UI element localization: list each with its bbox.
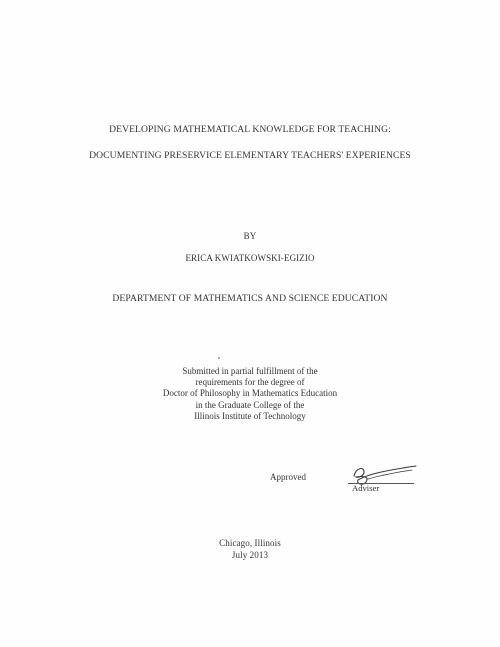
submission-line: Illinois Institute of Technology [194, 410, 306, 421]
thesis-title-line-2: DOCUMENTING PRESERVICE ELEMENTARY TEACHERS' EXPERIENCES [89, 150, 411, 161]
date: July 2013 [231, 550, 269, 560]
approval-block [270, 470, 450, 500]
advisor-label: Adviser [352, 483, 380, 493]
scan-speck [218, 357, 220, 359]
submission-line: in the Graduate College of the [195, 399, 305, 410]
place: Chicago, Illinois [219, 538, 281, 548]
submission-line: Doctor of Philosophy in Mathematics Education [162, 388, 338, 399]
submission-line: Submitted in partial fulfillment of the [182, 366, 318, 376]
submission-statement [0, 366, 500, 422]
submission-line: requirements for the degree of [195, 377, 305, 388]
department-name: DEPARTMENT OF MATHEMATICS AND SCIENCE EDUCATION [112, 293, 388, 304]
thesis-title-line-1: DEVELOPING MATHEMATICAL KNOWLEDGE FOR TEACHING: [109, 124, 391, 135]
by-label: BY [243, 231, 257, 241]
approved-label: Approved [270, 472, 306, 482]
author-name: ERICA KWIATKOWSKI-EGIZIO [185, 253, 315, 263]
